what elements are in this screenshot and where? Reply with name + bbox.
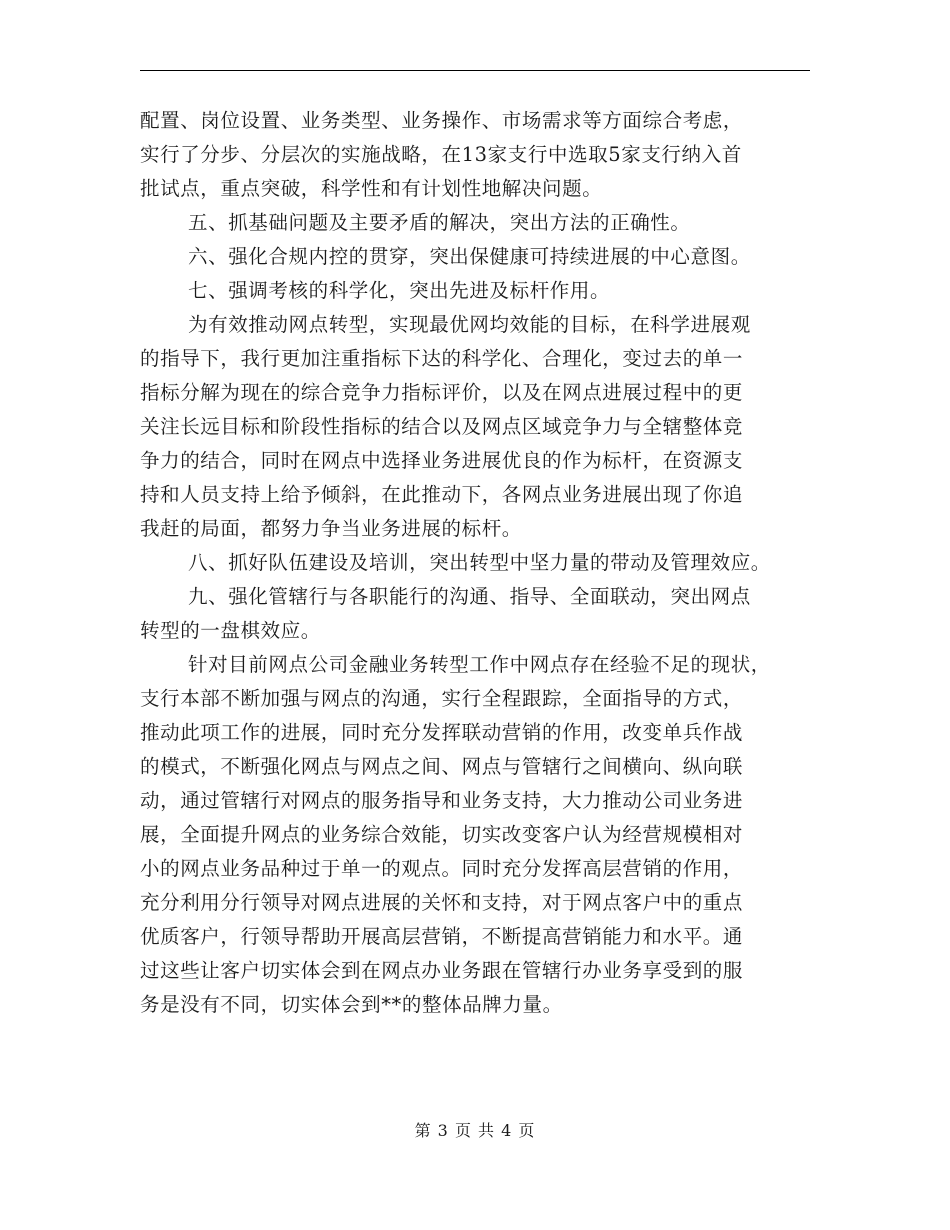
paragraph-first-line: 七、强调考核的科学化，突出先进及标杆作用。 <box>188 279 611 302</box>
paragraph-first-line: 为有效推动网点转型，实现最优网均效能的目标，在科学进展观 <box>188 313 751 336</box>
paragraph-first-line: 针对目前网点公司金融业务转型工作中网点存在经验不足的现状， <box>188 653 771 676</box>
text-line: 动，通过管辖行对网点的服务指导和业务支持，大力推动公司业务进 <box>140 789 744 812</box>
header-rule <box>140 70 810 71</box>
document-body <box>140 104 812 1022</box>
text-line: 优质客户，行领导帮助开展高层营销，不断提高营销能力和水平。通 <box>140 925 744 948</box>
text-line: 充分利用分行领导对网点进展的关怀和支持，对于网点客户中的重点 <box>140 891 744 914</box>
text-line: 持和人员支持上给予倾斜，在此推动下，各网点业务进展出现了你追 <box>140 483 744 506</box>
text-line: 转型的一盘棋效应。 <box>140 619 321 642</box>
text-line: 实行了分步、分层次的实施战略，在13家支行中选取5家支行纳入首 <box>140 143 742 166</box>
paragraph-first-line: 九、强化管辖行与各职能行的沟通、指导、全面联动，突出网点 <box>188 585 751 608</box>
text-line: 过这些让客户切实体会到在网点办业务跟在管辖行办业务享受到的服 <box>140 959 744 982</box>
text-line: 务是没有不同，切实体会到**的整体品牌力量。 <box>140 993 563 1016</box>
text-line: 展，全面提升网点的业务综合效能，切实改变客户认为经营规模相对 <box>140 823 744 846</box>
text-line: 推动此项工作的进展，同时充分发挥联动营销的作用，改变单兵作战 <box>140 721 744 744</box>
paragraph-first-line: 六、强化合规内控的贯穿，突出保健康可持续进展的中心意图。 <box>188 245 751 268</box>
paragraph-first-line: 五、抓基础问题及主要矛盾的解决，突出方法的正确性。 <box>188 211 691 234</box>
text-line: 关注长远目标和阶段性指标的结合以及网点区域竞争力与全辖整体竞 <box>140 415 744 438</box>
text-line: 我赶的局面，都努力争当业务进展的标杆。 <box>140 517 522 540</box>
text-line: 配置、岗位设置、业务类型、业务操作、市场需求等方面综合考虑， <box>140 109 744 132</box>
text-line: 指标分解为现在的综合竞争力指标评价，以及在网点进展过程中的更 <box>140 381 744 404</box>
text-line: 争力的结合，同时在网点中选择业务进展优良的作为标杆，在资源支 <box>140 449 744 472</box>
page-number-footer: 第 3 页 共 4 页 <box>414 1121 536 1140</box>
text-line: 小的网点业务品种过于单一的观点。同时充分发挥高层营销的作用， <box>140 857 744 880</box>
text-line: 的模式，不断强化网点与网点之间、网点与管辖行之间横向、纵向联 <box>140 755 744 778</box>
paragraph-first-line: 八、抓好队伍建设及培训，突出转型中坚力量的带动及管理效应。 <box>188 551 771 574</box>
text-line: 的指导下，我行更加注重指标下达的科学化、合理化，变过去的单一 <box>140 347 744 370</box>
text-line: 批试点，重点突破，科学性和有计划性地解决问题。 <box>140 177 603 200</box>
text-line: 支行本部不断加强与网点的沟通，实行全程跟踪，全面指导的方式， <box>140 687 744 710</box>
